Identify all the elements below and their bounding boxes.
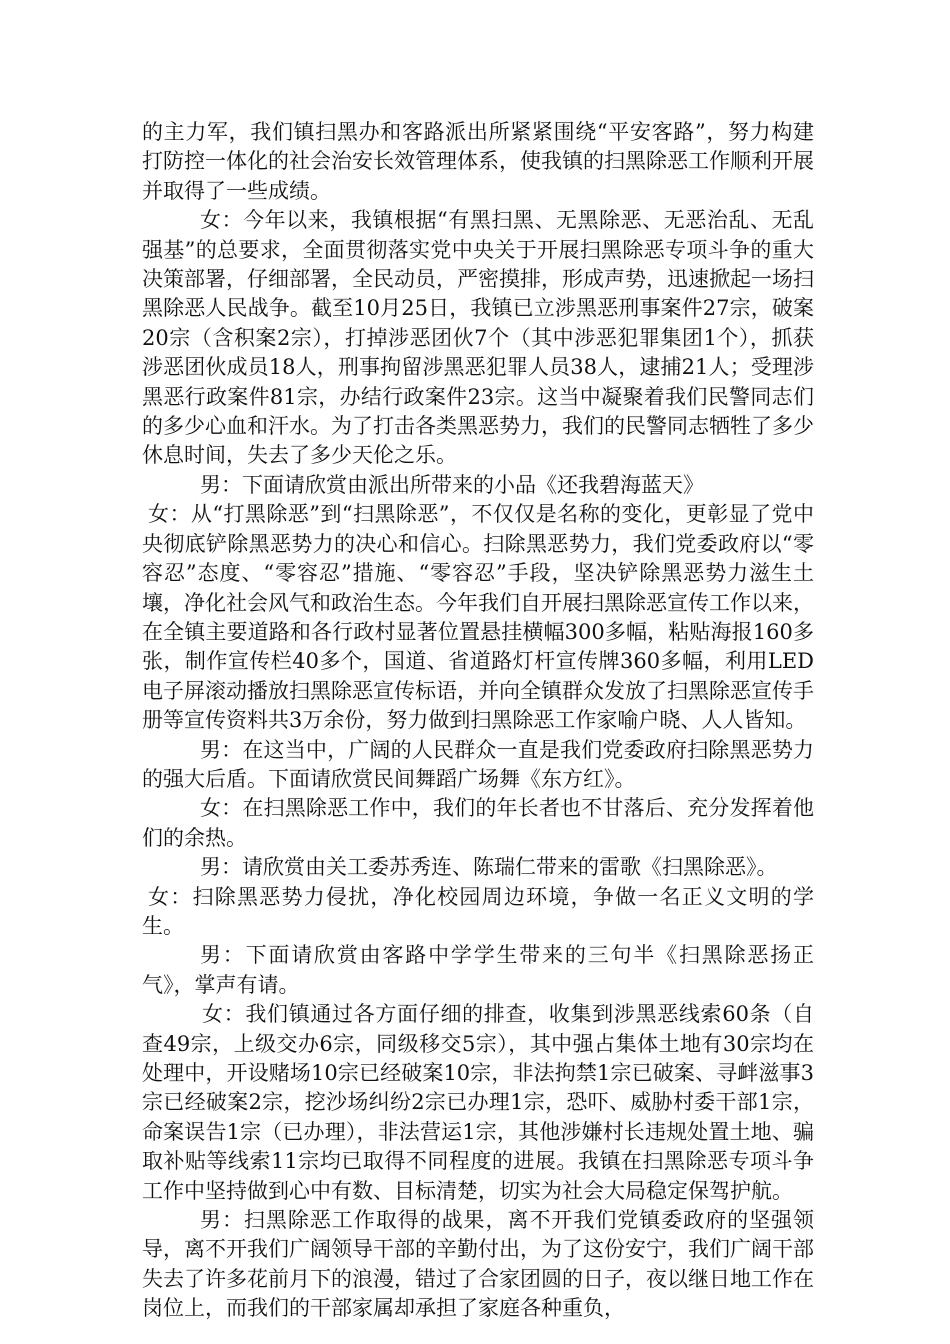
paragraph-4: 女：从“打黑除恶”到“扫黑除恶”，不仅仅是名称的变化，更彰显了党中央彻底铲除黑恶势力的决心和信心。扫除黑恶势力，我们党委政府以“零容忍”态度、“零容忍”措施、“零容忍”手段，坚决铲除黑恶势力滋生土壤，净化社会风气和政治生态。今年我们自开展扫黑除恶宣传工作以来，在全镇主要道路和各行政村显著位置悬挂横幅300多幅，粘贴海报160多张，制作宣传栏40多个，国道、省道路灯杆宣传牌360多幅，利用LED电子屏滚动播放扫黑除恶宣传标语，并向全镇群众发放了扫黑除恶宣传手册等宣传资料共3万余份，努力做到扫黑除恶工作家喻户晓、人人皆知。 (142, 502, 814, 733)
paragraph-7: 男：请欣赏由关工委苏秀连、陈瑞仁带来的雷歌《扫黑除恶》。 (200, 855, 778, 880)
paragraph-2: 女：今年以来，我镇根据“有黑扫黑、无黑除恶、无恶治乱、无乱强基”的总要求，全面贯彻落实党中央关于开展扫黑除恶专项斗争的重大决策部署，仔细部署，全民动员，严密摸排，形成声势，迅速掀起一场扫黑除恶人民战争。截至10月25日，我镇已立涉黑恶刑事案件27宗，破案20宗（含积案2宗），打掉涉恶团伙7个（其中涉恶犯罪集团1个），抓获涉恶团伙成员18人，刑事拘留涉黑恶犯罪人员38人，逮捕21人；受理涉黑恶行政案件81宗，办结行政案件23宗。这当中凝聚着我们民警同志们的多少心血和汗水。为了打击各类黑恶势力，我们的民警同志牺牲了多少休息时间，失去了多少天伦之乐。 (142, 208, 814, 468)
paragraph-8: 女：扫除黑恶势力侵扰，净化校园周边环境，争做一名正义文明的学生。 (142, 884, 814, 938)
paragraph-5: 男：在这当中，广阔的人民群众一直是我们党委政府扫除黑恶势力的强大后盾。下面请欣赏民间舞蹈广场舞《东方红》。 (142, 737, 814, 791)
document-page (142, 118, 814, 1324)
paragraph-3: 男：下面请欣赏由派出所带来的小品《还我碧海蓝天》 (200, 472, 704, 497)
paragraph-10: 女：我们镇通过各方面仔细的排查，收集到涉黑恶线索60条（自查49宗，上级交办6宗，同级移交5宗），其中强占集体土地有30宗均在处理中，开设赌场10宗已经破案10宗，非法拘禁1宗已破案、寻衅滋事3宗已经破案2宗，挖沙场纠纷2宗已办理1宗，恐吓、威胁村委干部1宗，命案误告1宗（已办理），非法营运1宗，其他涉嫌村长违规处置土地、骗取补贴等线索11宗均已取得不同程度的进展。我镇在扫黑除恶专项斗争工作中坚持做到心中有数、目标清楚，切实为社会大局稳定保驾护航。 (142, 1002, 814, 1203)
paragraph-1: 的主力军，我们镇扫黑办和客路派出所紧紧围绕“平安客路”，努力构建打防控一体化的社会治安长效管理体系，使我镇的扫黑除恶工作顺利开展并取得了一些成绩。 (142, 120, 814, 203)
paragraph-11: 男：扫黑除恶工作取得的战果，离不开我们党镇委政府的坚强领导，离不开我们广阔领导干部的辛勤付出，为了这份安宁，我们广阔干部失去了许多花前月下的浪漫，错过了合家团圆的日子，夜以继日地工作在岗位上，而我们的干部家属却承担了家庭各种重负， (142, 1208, 814, 1321)
paragraph-6: 女：在扫黑除恶工作中，我们的年长者也不甘落后、充分发挥着他们的余热。 (142, 796, 814, 850)
paragraph-9: 男：下面请欣赏由客路中学学生带来的三句半《扫黑除恶扬正气》，掌声有请。 (142, 943, 814, 997)
